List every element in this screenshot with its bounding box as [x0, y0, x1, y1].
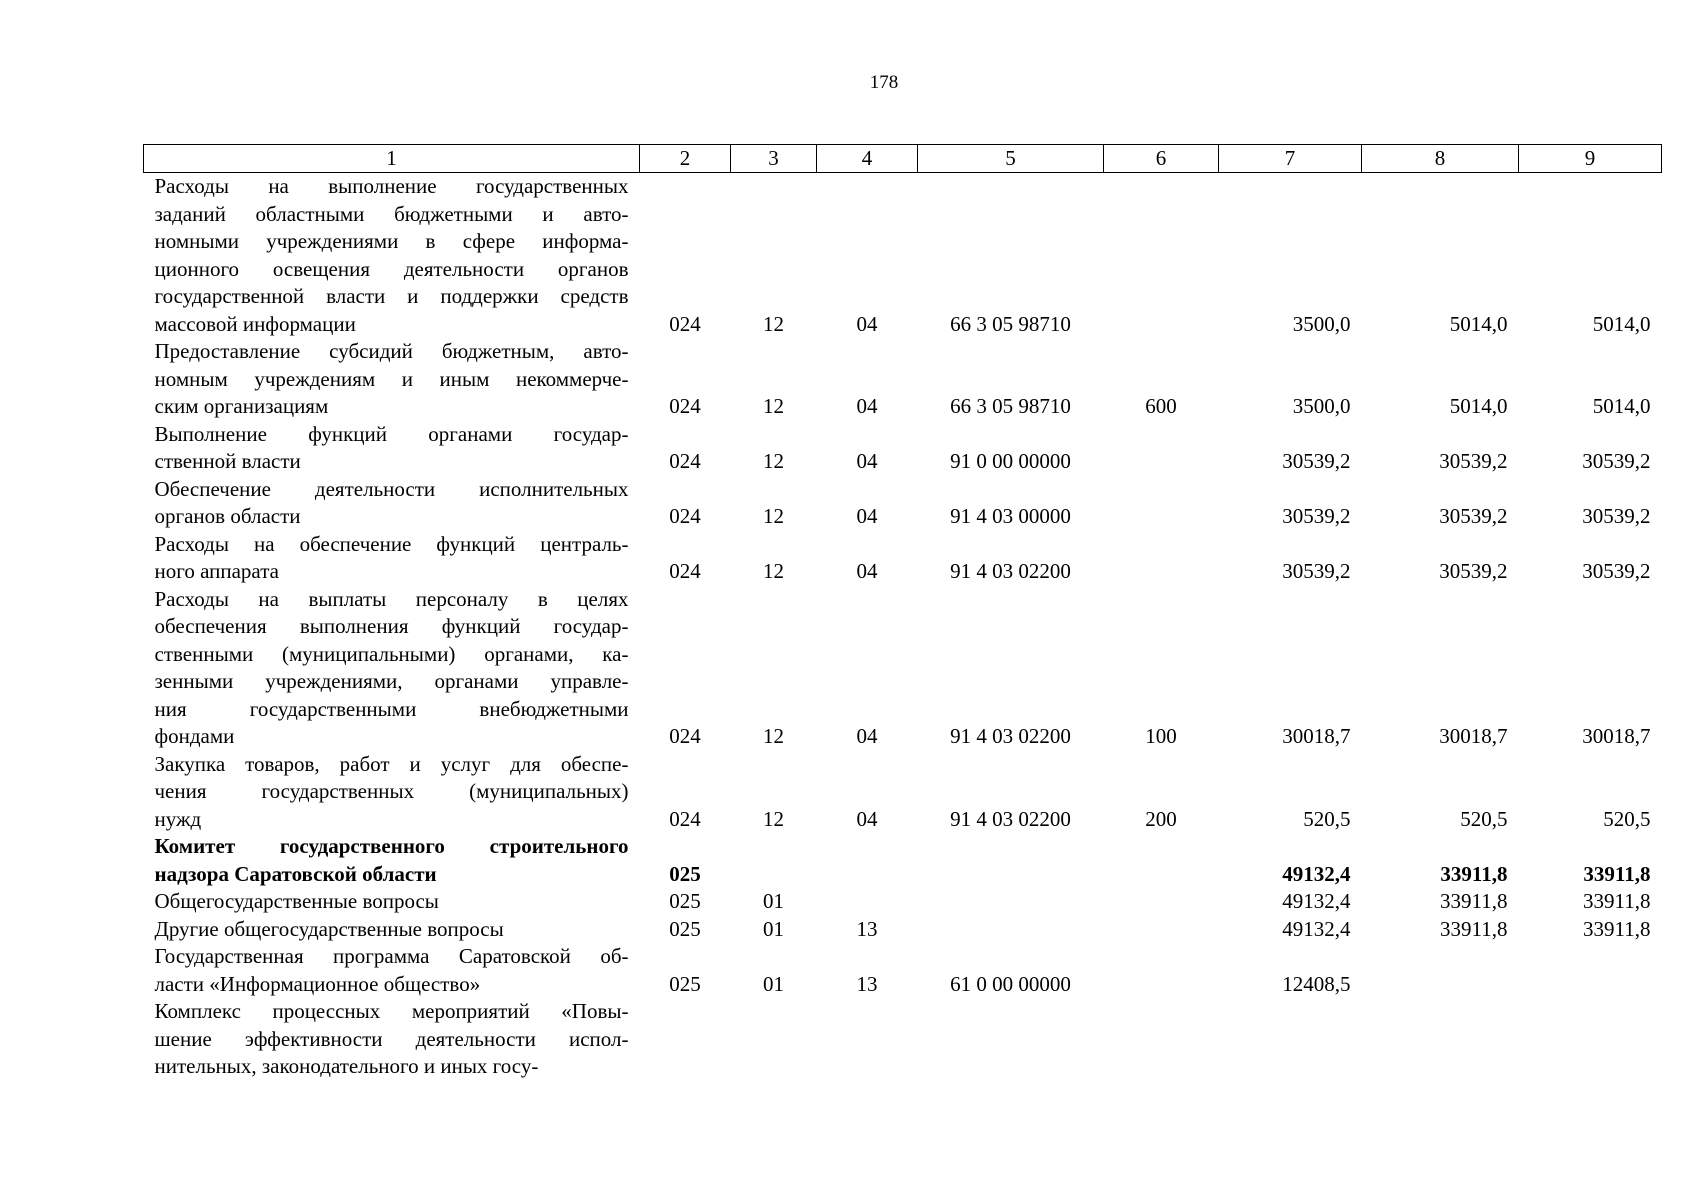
amount-year3-cell: 30539,2: [1582, 504, 1651, 528]
admin-code-cell: 024: [669, 559, 701, 583]
admin-code-cell: 024: [669, 311, 701, 336]
item-name-line: обеспечения выполнения функций государ-: [154, 614, 629, 638]
item-name-cell: [144, 586, 640, 751]
admin-code-cell: 024: [669, 806, 701, 831]
section-cell: 01: [763, 971, 784, 996]
table-row: [144, 943, 1662, 998]
target-article-cell: 66 3 05 98710: [950, 394, 1071, 418]
subsection-cell: 04: [856, 559, 878, 583]
amount-year2-cell: 33911,8: [1440, 861, 1508, 886]
subsection-cell: 04: [856, 504, 878, 528]
amount-year2-cell: [1362, 998, 1519, 1081]
expense-type-cell: 100: [1145, 724, 1177, 748]
section-cell: 12: [763, 311, 784, 336]
amount-year1-cell: 30539,2: [1282, 504, 1351, 528]
page-number: 178: [869, 72, 899, 93]
amount-year3-cell: 30539,2: [1582, 559, 1651, 583]
expense-type-cell: [1104, 998, 1219, 1081]
amount-year1-cell: 3500,0: [1292, 311, 1351, 336]
admin-code-cell: 025: [669, 916, 701, 941]
item-name-line: надзора Саратовской области: [154, 861, 437, 886]
amount-year2-cell: 33911,8: [1440, 916, 1508, 941]
target-article-cell: 66 3 05 98710: [950, 311, 1071, 336]
amount-year3-cell: 33911,8: [1583, 889, 1651, 913]
amount-year2-cell: 5014,0: [1449, 394, 1508, 418]
table-row: [144, 751, 1662, 834]
item-name-line: Расходы на обеспечение функций централь-: [154, 531, 629, 556]
amount-year3-cell: 5014,0: [1592, 394, 1651, 418]
amount-year2-cell: [1362, 943, 1519, 998]
amount-year2-cell: 5014,0: [1449, 311, 1508, 336]
amount-year1-cell: 3500,0: [1292, 394, 1351, 418]
column-header: 6: [1104, 145, 1219, 173]
admin-code-cell: 024: [669, 394, 701, 418]
item-name-line: Расходы на выполнение государственных: [154, 174, 629, 198]
table-row: [144, 173, 1662, 339]
target-article-cell: [918, 833, 1104, 888]
section-cell: 12: [763, 724, 784, 748]
amount-year1-cell: 30018,7: [1282, 724, 1351, 748]
target-article-cell: 91 4 03 02200: [950, 806, 1071, 831]
amount-year1-cell: 49132,4: [1282, 861, 1351, 886]
item-name-line: заданий областными бюджетными и авто-: [154, 201, 629, 226]
item-name-line: зенными учреждениями, органами управле-: [154, 669, 629, 693]
amount-year3-cell: 30018,7: [1582, 724, 1651, 748]
section-cell: 12: [763, 449, 784, 473]
item-name-line: государственной власти и поддержки средств: [154, 284, 629, 308]
subsection-cell: [817, 998, 918, 1081]
column-header: 2: [640, 145, 731, 173]
amount-year3-cell: 5014,0: [1592, 311, 1651, 336]
subsection-cell: 13: [856, 916, 878, 941]
item-name-cell: [144, 888, 640, 916]
target-article-cell: 91 0 00 00000: [950, 449, 1071, 473]
amount-year3-cell: 33911,8: [1583, 916, 1651, 941]
item-name-line: Закупка товаров, работ и услуг для обеспе-: [154, 751, 629, 776]
item-name-cell: [144, 173, 640, 339]
item-name-line: фондами: [154, 724, 235, 748]
amount-year2-cell: 30018,7: [1439, 724, 1508, 748]
item-name-line: ским организациям: [154, 394, 329, 418]
amount-year3-cell: 33911,8: [1583, 861, 1651, 886]
column-header: 3: [731, 145, 817, 173]
item-name-line: номным учреждениям и иным некоммерче-: [154, 366, 629, 391]
table-row: [144, 833, 1662, 888]
column-header: 8: [1362, 145, 1519, 173]
item-name-line: ственными (муниципальными) органами, ка-: [154, 641, 629, 666]
target-article-cell: 91 4 03 02200: [950, 559, 1071, 583]
table-header: [144, 145, 1662, 173]
column-header: 1: [144, 145, 640, 173]
item-name-cell: [144, 476, 640, 531]
item-name-line: ния государственными внебюджетными: [154, 696, 629, 721]
amount-year2-cell: 30539,2: [1439, 449, 1508, 473]
item-name-line: массовой информации: [154, 311, 356, 336]
amount-year3-cell: 520,5: [1603, 806, 1651, 831]
expense-type-cell: [1104, 916, 1219, 944]
item-name-line: ственной власти: [154, 449, 301, 473]
item-name-line: Общегосударственные вопросы: [154, 889, 439, 913]
expense-type-cell: [1104, 888, 1219, 916]
column-header: 4: [817, 145, 918, 173]
header-row: [144, 145, 1662, 173]
subsection-cell: 04: [856, 394, 878, 418]
amount-year1-cell: 49132,4: [1282, 889, 1351, 913]
amount-year3-cell: [1519, 943, 1662, 998]
admin-code-cell: 024: [669, 449, 701, 473]
item-name-line: Другие общегосударственные вопросы: [154, 916, 504, 941]
expense-type-cell: [1104, 531, 1219, 586]
item-name-line: номными учреждениями в сфере информа-: [154, 229, 629, 253]
section-cell: 12: [763, 806, 784, 831]
table-row: [144, 998, 1662, 1081]
column-header: 5: [918, 145, 1104, 173]
item-name-line: чения государственных (муниципальных): [154, 779, 629, 803]
item-name-line: Предоставление субсидий бюджетным, авто-: [154, 339, 629, 363]
amount-year2-cell: 30539,2: [1439, 504, 1508, 528]
table-row: [144, 916, 1662, 944]
item-name-line: ласти «Информационное общество»: [154, 971, 481, 996]
expense-type-cell: [1104, 173, 1219, 339]
expense-type-cell: 200: [1145, 806, 1177, 831]
item-name-cell: [144, 833, 640, 888]
table-row: [144, 888, 1662, 916]
table-row: [144, 586, 1662, 751]
section-cell: [731, 998, 817, 1081]
amount-year2-cell: 30539,2: [1439, 559, 1508, 583]
amount-year2-cell: 33911,8: [1440, 889, 1508, 913]
item-name-cell: [144, 531, 640, 586]
amount-year1-cell: 12408,5: [1282, 971, 1351, 996]
table-row: [144, 476, 1662, 531]
item-name-line: ного аппарата: [154, 559, 279, 583]
item-name-cell: [144, 751, 640, 834]
item-name-line: Выполнение функций органами государ-: [154, 421, 629, 446]
table-body: [144, 173, 1662, 1081]
table-row: [144, 531, 1662, 586]
item-name-cell: [144, 943, 640, 998]
item-name-line: Комитет государственного строительного: [154, 834, 629, 858]
admin-code-cell: 024: [669, 504, 701, 528]
table-row: [144, 421, 1662, 476]
target-article-cell: 61 0 00 00000: [950, 971, 1071, 996]
subsection-cell: 04: [856, 449, 878, 473]
expense-type-cell: 600: [1145, 394, 1177, 418]
target-article-cell: [918, 888, 1104, 916]
column-header: 7: [1219, 145, 1362, 173]
admin-code-cell: 024: [669, 724, 701, 748]
amount-year1-cell: 30539,2: [1282, 559, 1351, 583]
item-name-cell: [144, 421, 640, 476]
section-cell: 12: [763, 504, 784, 528]
item-name-line: нительных, законодательного и иных госу-: [154, 1054, 539, 1078]
section-cell: 12: [763, 394, 784, 418]
section-cell: 12: [763, 559, 784, 583]
item-name-line: Комплекс процессных мероприятий «Повы-: [154, 999, 629, 1023]
admin-code-cell: [640, 998, 731, 1081]
amount-year1-cell: 520,5: [1303, 806, 1351, 831]
admin-code-cell: 025: [669, 889, 701, 913]
amount-year2-cell: 520,5: [1460, 806, 1508, 831]
expense-type-cell: [1104, 476, 1219, 531]
section-cell: 01: [763, 916, 784, 941]
item-name-line: ционного освещения деятельности органов: [154, 256, 629, 281]
item-name-line: Государственная программа Саратовской об-: [154, 944, 629, 968]
target-article-cell: [918, 916, 1104, 944]
item-name-line: Обеспечение деятельности исполнительных: [154, 476, 629, 501]
amount-year1-cell: [1219, 998, 1362, 1081]
column-header: 9: [1519, 145, 1662, 173]
item-name-line: органов области: [154, 504, 301, 528]
target-article-cell: 91 4 03 02200: [950, 724, 1071, 748]
expense-type-cell: [1104, 833, 1219, 888]
target-article-cell: [918, 998, 1104, 1081]
subsection-cell: 04: [856, 724, 878, 748]
amount-year3-cell: 30539,2: [1582, 449, 1651, 473]
item-name-cell: [144, 916, 640, 944]
item-name-cell: [144, 338, 640, 421]
expense-type-cell: [1104, 421, 1219, 476]
admin-code-cell: 025: [669, 861, 701, 886]
subsection-cell: 04: [856, 311, 878, 336]
section-cell: [731, 833, 817, 888]
amount-year3-cell: [1519, 998, 1662, 1081]
subsection-cell: [817, 833, 918, 888]
item-name-line: шение эффективности деятельности испол-: [154, 1026, 629, 1051]
table-row: [144, 338, 1662, 421]
item-name-line: Расходы на выплаты персоналу в целях: [154, 586, 629, 611]
amount-year1-cell: 30539,2: [1282, 449, 1351, 473]
subsection-cell: 13: [856, 971, 878, 996]
subsection-cell: 04: [856, 806, 878, 831]
section-cell: 01: [763, 889, 784, 913]
item-name-line: нужд: [154, 806, 202, 831]
item-name-cell: [144, 998, 640, 1081]
amount-year1-cell: 49132,4: [1282, 916, 1351, 941]
admin-code-cell: 025: [669, 971, 701, 996]
subsection-cell: [817, 888, 918, 916]
budget-table: [143, 144, 1662, 1081]
expense-type-cell: [1104, 943, 1219, 998]
target-article-cell: 91 4 03 00000: [950, 504, 1071, 528]
